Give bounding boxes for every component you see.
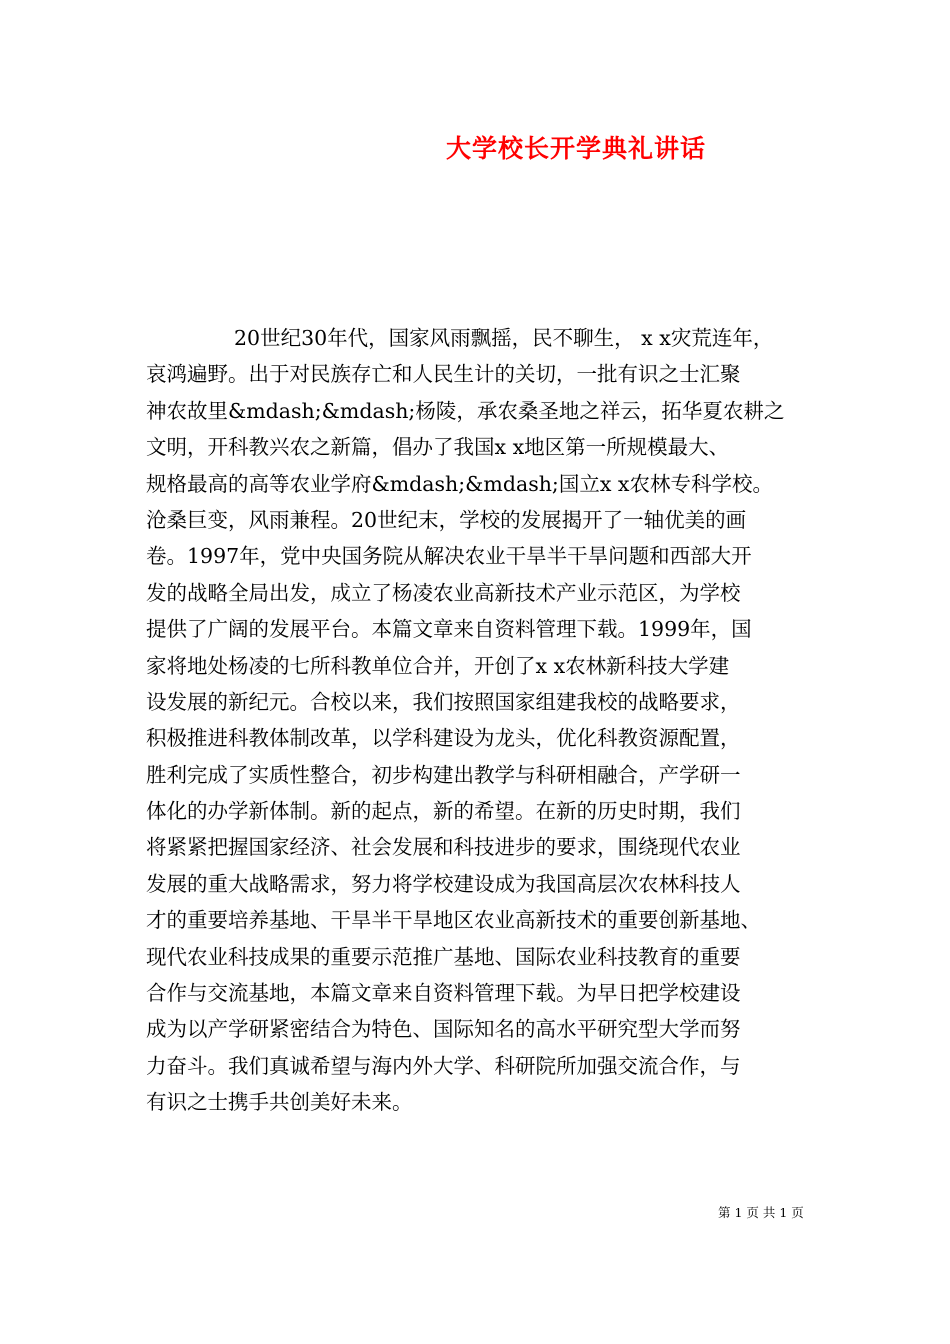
body-line: 合作与交流基地，本篇文章来自资料管理下载。为早日把学校建设 <box>146 981 741 1006</box>
body-line: 胜利完成了实质性整合，初步构建出教学与科研相融合，产学研一 <box>146 762 741 787</box>
body-line: 有识之士携手共创美好未来。 <box>146 1090 413 1115</box>
body-line: 沧桑巨变，风雨兼程。20世纪末，学校的发展揭开了一轴优美的画 <box>146 507 747 532</box>
body-line: 发展的重大战略需求，努力将学校建设成为我国高层次农林科技人 <box>146 871 741 896</box>
body-line: 将紧紧把握国家经济、社会发展和科技进步的要求，围绕现代农业 <box>146 835 741 860</box>
body-line: 发的战略全局出发，成立了杨凌农业高新技术产业示范区，为学校 <box>146 580 741 605</box>
body-line: 哀鸿遍野。出于对民族存亡和人民生计的关切，一批有识之士汇聚 <box>146 362 741 387</box>
body-line: 力奋斗。我们真诚希望与海内外大学、科研院所加强交流合作，与 <box>146 1053 741 1078</box>
body-line: 积极推进科教体制改革，以学科建设为龙头，优化科教资源配置， <box>146 726 741 751</box>
body-line: 设发展的新纪元。合校以来，我们按照国家组建我校的战略要求， <box>146 689 741 714</box>
body-line: 文明，开科教兴农之新篇，倡办了我国x x地区第一所规模最大、 <box>146 435 730 460</box>
body-line: 卷。1997年，党中央国务院从解决农业干旱半干旱问题和西部大开 <box>146 544 752 569</box>
body-line: 才的重要培养基地、干旱半干旱地区农业高新技术的重要创新基地、 <box>146 908 761 933</box>
page-title: 大学校长开学典礼讲话 <box>446 134 707 163</box>
body-line: 现代农业科技成果的重要示范推广基地、国际农业科技教育的重要 <box>146 944 741 969</box>
body-line: 家将地处杨凌的七所科教单位合并，开创了x x农林新科技大学建 <box>146 653 730 678</box>
body-line: 规格最高的高等农业学府&mdash;&mdash;国立x x农林专科学校。 <box>146 471 773 496</box>
body-line: 体化的办学新体制。新的起点，新的希望。在新的历史时期，我们 <box>146 799 741 824</box>
page-number-footer: 第 1 页 共 1 页 <box>718 1205 804 1220</box>
body-line: 成为以产学研紧密结合为特色、国际知名的高水平研究型大学而努 <box>146 1017 741 1042</box>
body-line: 神农故里&mdash;&mdash;杨陵，承农桑圣地之祥云，拓华夏农耕之 <box>146 398 785 423</box>
body-line: 提供了广阔的发展平台。本篇文章来自资料管理下载。1999年，国 <box>146 617 752 642</box>
document-body <box>146 320 826 1121</box>
body-line: 20世纪30年代，国家风雨飘摇，民不聊生， x x灾荒连年， <box>234 326 774 350</box>
